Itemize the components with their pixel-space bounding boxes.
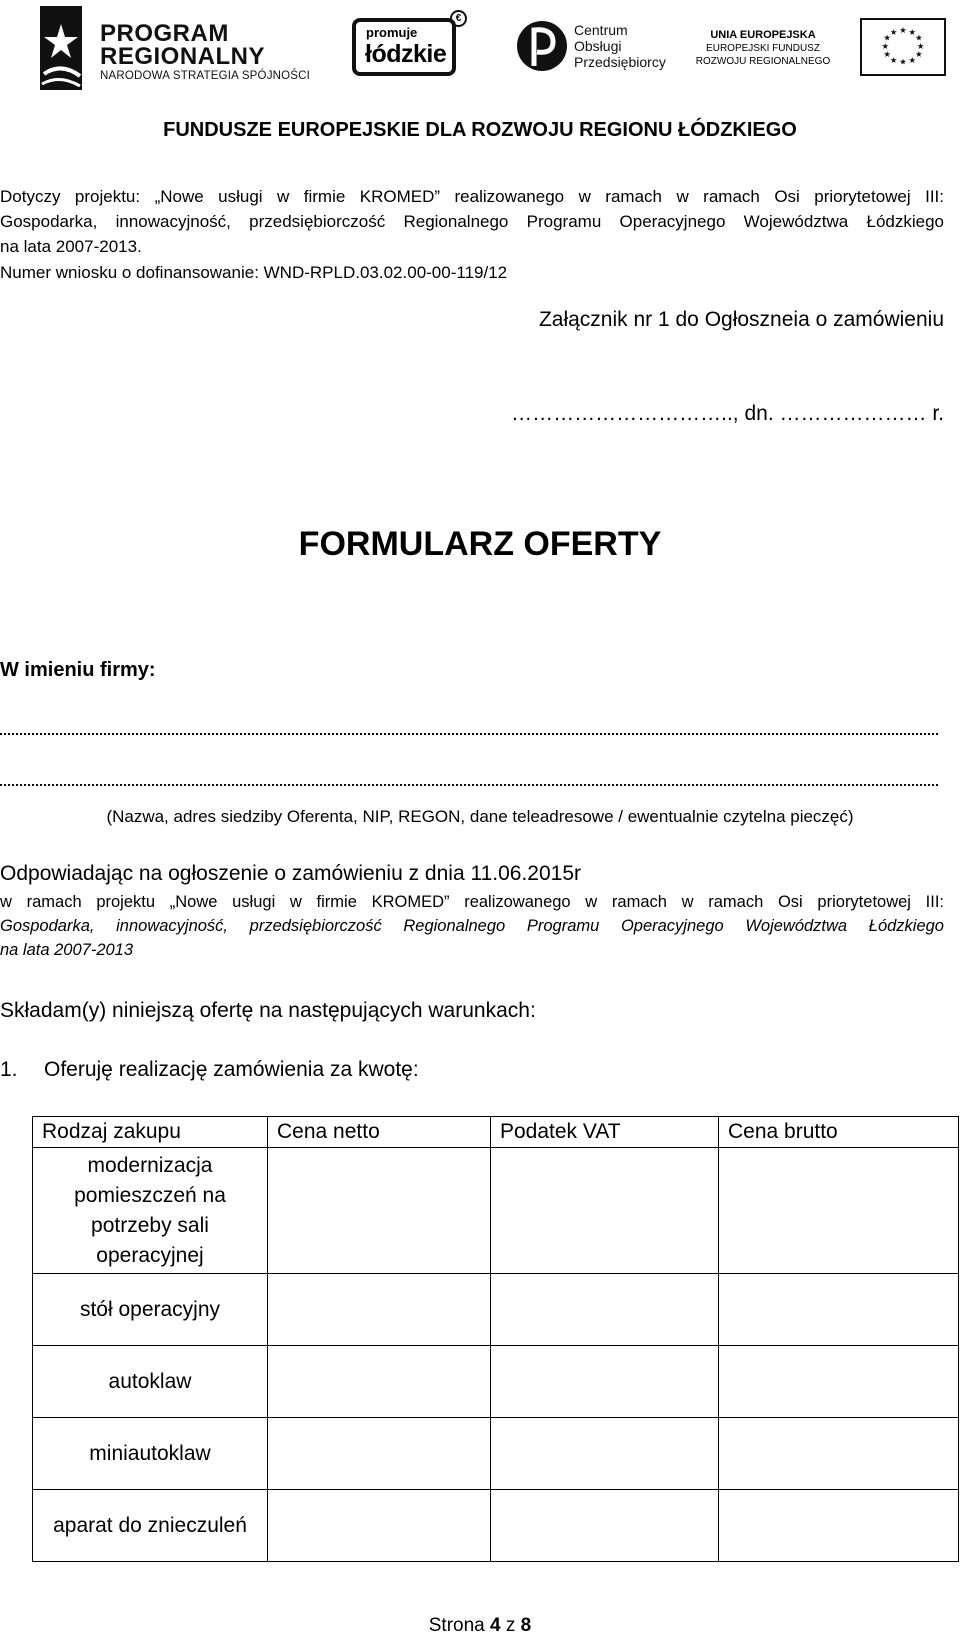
page-number-prefix: Strona [428, 1615, 485, 1636]
net-price-cell[interactable] [268, 1274, 491, 1346]
offer-item-number: 1. [0, 1058, 18, 1081]
gross-price-cell[interactable] [719, 1346, 959, 1418]
table-row [33, 1418, 959, 1490]
program-regionalny-star-logo-icon [36, 4, 86, 92]
gross-price-cell[interactable] [719, 1274, 959, 1346]
logo-text: Obsługi [574, 38, 622, 54]
net-price-cell[interactable] [268, 1148, 491, 1274]
table-row [33, 1148, 959, 1274]
purchase-item: modernizacja pomieszczeń na potrzeby sali operacyjnej [33, 1148, 268, 1274]
program-regionalny-logo [100, 22, 310, 84]
company-info-caption: (Nazwa, adres siedziby Oferenta, NIP, REGON, dane teleadresowe / ewentualnie czytelna pieczęć) [106, 807, 854, 826]
logo-text: EUROPEJSKI FUNDUSZ [706, 43, 820, 54]
svg-text:★: ★ [883, 49, 891, 60]
logo-bar [0, 0, 960, 100]
svg-text:★: ★ [899, 56, 907, 67]
purchase-item: stół operacyjny [33, 1274, 268, 1346]
submit-statement: Składam(y) niniejszą ofertę na następujących warunkach: [0, 999, 536, 1022]
logo-text: łódzkie [365, 40, 447, 68]
gross-price-cell[interactable] [719, 1148, 959, 1274]
form-title: FORMULARZ OFERTY [298, 525, 662, 563]
offer-item [0, 1056, 419, 1084]
svg-text:★: ★ [881, 40, 890, 51]
svg-text:★: ★ [883, 32, 891, 43]
scope-line: na lata 2007-2013 [0, 941, 134, 959]
vat-cell[interactable] [491, 1148, 719, 1274]
vat-cell[interactable] [491, 1346, 719, 1418]
svg-text:★: ★ [889, 54, 898, 65]
logo-text: Przedsiębiorcy [574, 54, 666, 70]
page-number-separator: z [505, 1615, 516, 1636]
table-row [33, 1346, 959, 1418]
gross-price-cell[interactable] [719, 1490, 959, 1562]
column-header: Rodzaj zakupu [33, 1117, 268, 1148]
svg-text:★: ★ [915, 32, 923, 43]
centrum-obslugi-logo-icon [515, 18, 569, 74]
purchase-item: miniautoklaw [33, 1418, 268, 1490]
page-title: FUNDUSZE EUROPEJSKIE DLA ROZWOJU REGIONU ŁÓDZKIEGO [163, 119, 797, 141]
gross-price-cell[interactable] [719, 1418, 959, 1490]
svg-text:★: ★ [889, 26, 898, 37]
svg-text:★: ★ [908, 26, 917, 37]
place-date-field[interactable]: ………………………….., dn. ………………… r. [511, 402, 944, 425]
svg-text:★: ★ [915, 49, 923, 60]
euro-circle-icon: € [450, 10, 467, 27]
announcement-reference: Odpowiadając na ogłoszenie o zamówieniu z dnia 11.06.2015r [0, 862, 581, 885]
page-number-current: 4 [490, 1615, 501, 1636]
application-number: Numer wniosku o dofinansowanie: WND-RPLD.03.02.00-00-119/12 [0, 263, 508, 282]
logo-text: UNIA EUROPEJSKA [710, 29, 816, 41]
column-header: Cena netto [268, 1117, 491, 1148]
project-description-line: na lata 2007-2013. [0, 237, 142, 256]
company-info-field[interactable] [0, 721, 938, 735]
scope-line: w ramach projektu „Nowe usługi w firmie KROMED” realizowanego w ramach w ramach Osi priorytetowej III: [0, 893, 944, 911]
column-header: Cena brutto [719, 1117, 959, 1148]
vat-cell[interactable] [491, 1490, 719, 1562]
company-info-field[interactable] [0, 772, 938, 786]
logo-text: promuje [366, 25, 418, 40]
unia-europejska-logo [688, 28, 838, 68]
page-number [0, 1614, 960, 1638]
svg-text:★: ★ [899, 25, 907, 36]
project-description-line: Gospodarka, innowacyjność, przedsiębiorczość Regionalnego Programu Operacyjnego Województwa Łódzkiego [0, 212, 944, 231]
column-header: Podatek VAT [491, 1117, 719, 1148]
vat-cell[interactable] [491, 1274, 719, 1346]
promuje-lodzkie-logo [352, 18, 456, 76]
project-description-line: Dotyczy projektu: „Nowe usługi w firmie KROMED” realizowanego w ramach w ramach Osi priorytetowej III: [0, 187, 944, 206]
svg-text:★: ★ [908, 54, 917, 65]
vat-cell[interactable] [491, 1418, 719, 1490]
table-row [33, 1274, 959, 1346]
attachment-label: Załącznik nr 1 do Ogłoszneia o zamówieniu [538, 308, 944, 331]
logo-text: Centrum [574, 22, 628, 38]
page-number-total: 8 [520, 1615, 532, 1636]
purchase-item: autoklaw [33, 1346, 268, 1418]
net-price-cell[interactable] [268, 1418, 491, 1490]
net-price-cell[interactable] [268, 1490, 491, 1562]
on-behalf-label: W imieniu firmy: [0, 659, 156, 681]
logo-text: PROGRAM [100, 20, 229, 47]
svg-text:★: ★ [916, 40, 925, 51]
net-price-cell[interactable] [268, 1346, 491, 1418]
logo-text: ROZWOJU REGIONALNEGO [695, 56, 831, 67]
purchase-item: aparat do znieczuleń [33, 1490, 268, 1562]
offer-item-text: Oferuję realizację zamówienia za kwotę: [44, 1058, 419, 1081]
logo-text: REGIONALNY [100, 43, 266, 70]
price-table [32, 1116, 959, 1562]
scope-line: Gospodarka, innowacyjność, przedsiębiorczość Regionalnego Programu Operacyjnego Województwa Łódzkiego [0, 917, 944, 935]
table-header-row [33, 1117, 959, 1148]
logo-text: NARODOWA STRATEGIA SPÓJNOŚCI [100, 70, 311, 82]
centrum-obslugi-logo [574, 22, 666, 70]
table-row [33, 1490, 959, 1562]
eu-flag-stars-icon [860, 18, 946, 76]
